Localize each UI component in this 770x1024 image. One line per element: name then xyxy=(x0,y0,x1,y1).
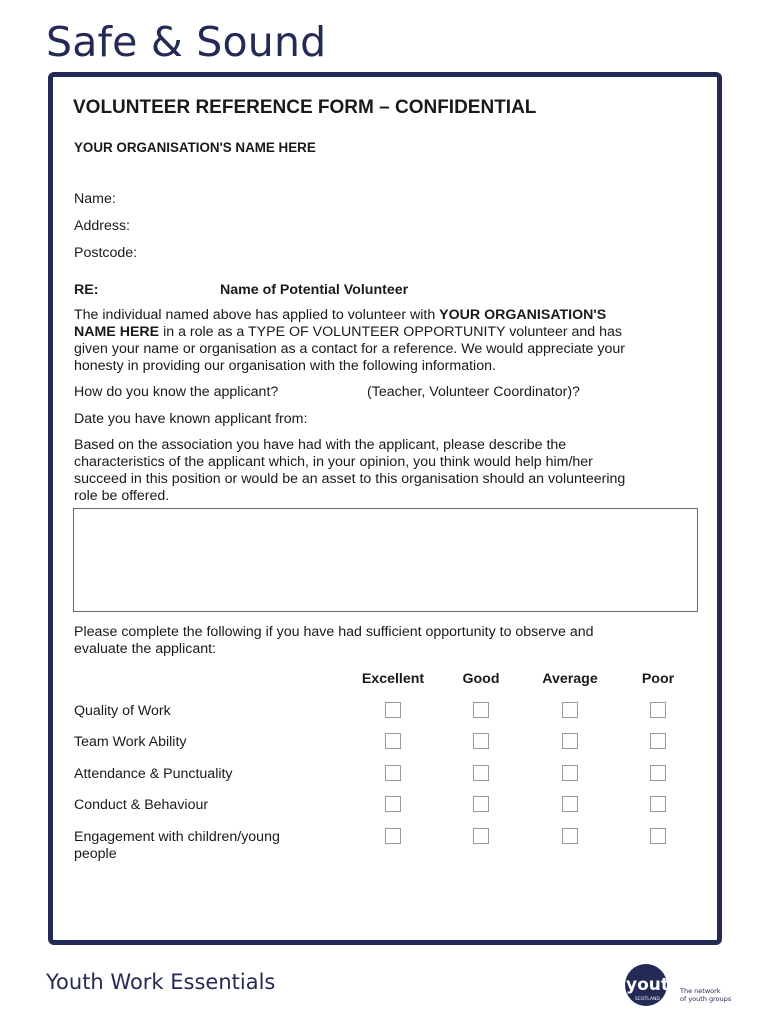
logo-word: youth xyxy=(626,975,682,995)
brand-title: Safe & Sound xyxy=(46,18,327,66)
checkbox-conduct-poor[interactable] xyxy=(650,796,666,812)
rating-header-poor: Poor xyxy=(641,671,675,687)
describe-line-1: Based on the association you have had with the applicant, please describe the xyxy=(74,437,567,453)
date-known-label: Date you have known applicant from: xyxy=(74,411,308,427)
rating-header-good: Good xyxy=(462,671,500,687)
address-label: Address: xyxy=(74,218,130,234)
checkbox-quality-average[interactable] xyxy=(562,702,578,718)
evaluate-line-1: Please complete the following if you have had sufficient opportunity to observe and xyxy=(74,624,594,640)
logo-tagline-1: The network xyxy=(680,987,721,995)
checkbox-quality-poor[interactable] xyxy=(650,702,666,718)
describe-line-4: role be offered. xyxy=(74,488,170,504)
checkbox-attendance-poor[interactable] xyxy=(650,765,666,781)
checkbox-engagement-average[interactable] xyxy=(562,828,578,844)
checkbox-conduct-good[interactable] xyxy=(473,796,489,812)
intro-line-4: honesty in providing our organisation with the following information. xyxy=(74,358,496,374)
postcode-label: Postcode: xyxy=(74,245,138,261)
checkbox-attendance-average[interactable] xyxy=(562,765,578,781)
criterion-team-work: Team Work Ability xyxy=(74,734,187,750)
youth-scotland-logo xyxy=(622,960,732,1010)
intro-line-3: given your name or organisation as a contact for a reference. We would appreciate your xyxy=(74,341,625,357)
checkbox-engagement-poor[interactable] xyxy=(650,828,666,844)
re-label: RE: xyxy=(74,282,99,298)
checkbox-engagement-good[interactable] xyxy=(473,828,489,844)
criterion-quality-of-work: Quality of Work xyxy=(74,703,171,719)
organisation-name: YOUR ORGANISATION'S NAME HERE xyxy=(74,140,316,155)
checkbox-conduct-excellent[interactable] xyxy=(385,796,401,812)
form-title: VOLUNTEER REFERENCE FORM – CONFIDENTIAL xyxy=(73,97,537,118)
logo-sub: SCOTLAND xyxy=(635,997,660,1002)
checkbox-conduct-average[interactable] xyxy=(562,796,578,812)
checkbox-quality-excellent[interactable] xyxy=(385,702,401,718)
re-value: Name of Potential Volunteer xyxy=(220,282,409,298)
name-label: Name: xyxy=(74,191,116,207)
checkbox-teamwork-excellent[interactable] xyxy=(385,733,401,749)
rating-header-average: Average xyxy=(542,671,598,687)
criterion-engagement: Engagement with children/young xyxy=(74,829,280,845)
footer-title: Youth Work Essentials xyxy=(46,970,276,994)
describe-line-3: succeed in this position or would be an asset to this organisation should an volunteering xyxy=(74,471,626,487)
checkbox-teamwork-good[interactable] xyxy=(473,733,489,749)
criterion-conduct: Conduct & Behaviour xyxy=(74,797,209,813)
checkbox-teamwork-poor[interactable] xyxy=(650,733,666,749)
logo-tagline-2: of youth groups xyxy=(680,995,732,1003)
describe-line-2: characteristics of the applicant which, in your opinion, you think would help him/her xyxy=(74,454,593,470)
checkbox-attendance-excellent[interactable] xyxy=(385,765,401,781)
characteristics-textbox[interactable] xyxy=(73,508,698,612)
criterion-engagement-cont: people xyxy=(74,846,117,862)
checkbox-attendance-good[interactable] xyxy=(473,765,489,781)
checkbox-engagement-excellent[interactable] xyxy=(385,828,401,844)
how-know-hint: (Teacher, Volunteer Coordinator)? xyxy=(367,384,580,400)
intro-line-2: NAME HERE in a role as a TYPE OF VOLUNTEER OPPORTUNITY volunteer and has xyxy=(74,324,622,340)
intro-line-1: The individual named above has applied to volunteer with YOUR ORGANISATION'S xyxy=(74,307,607,323)
checkbox-quality-good[interactable] xyxy=(473,702,489,718)
rating-header-excellent: Excellent xyxy=(361,671,425,687)
checkbox-teamwork-average[interactable] xyxy=(562,733,578,749)
criterion-attendance: Attendance & Punctuality xyxy=(74,766,233,782)
evaluate-line-2: evaluate the applicant: xyxy=(74,641,216,657)
how-know-label: How do you know the applicant? xyxy=(74,384,279,400)
